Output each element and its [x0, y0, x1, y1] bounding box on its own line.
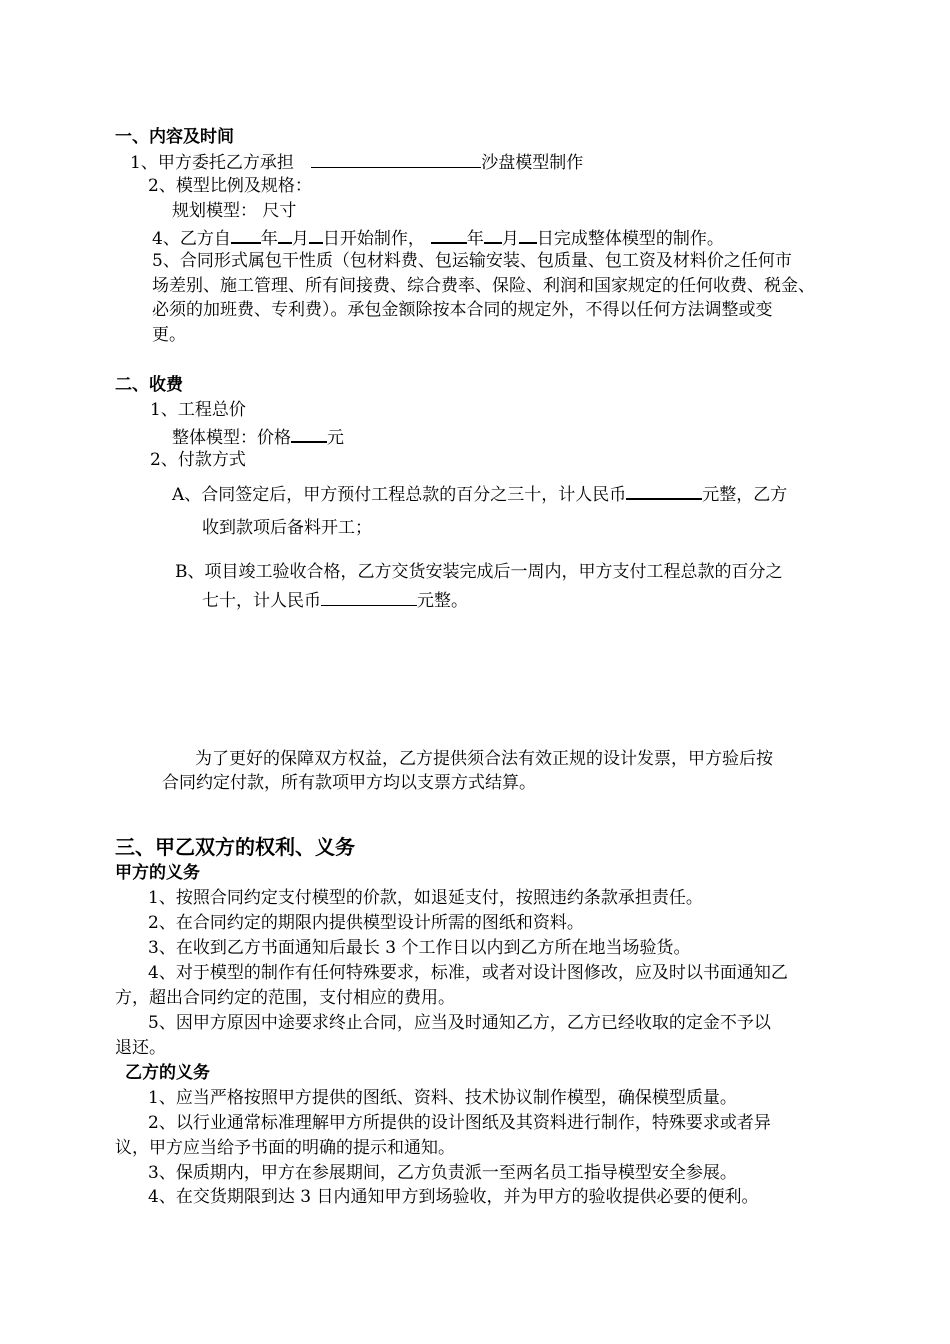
s2-item-1: 1、工程总价	[150, 400, 246, 420]
party-a-duty-2: 2、在合同约定的期限内提供模型设计所需的图纸和资料。	[148, 913, 584, 933]
s2-item-1-sub-text-b: 元	[327, 428, 344, 448]
s1-item-4-text-c: 月	[291, 229, 309, 249]
party-b-duty-4: 4、在交货期限到达 3 日内通知甲方到场验收，并为甲方的验收提供必要的便利。	[148, 1187, 759, 1207]
section-1-title: 一、内容及时间	[115, 127, 234, 147]
s2-payment-a-text-b: 元整，乙方	[702, 485, 788, 505]
blank-end-day	[519, 224, 537, 244]
s2-item-2: 2、付款方式	[150, 450, 246, 470]
s2-payment-b-text-b: 元整。	[417, 591, 468, 611]
blank-end-year	[431, 224, 467, 244]
s1-item-4-text-d: 日开始制作，	[322, 229, 425, 249]
s2-item-1-sub-text-a: 整体模型：价格	[172, 428, 291, 448]
party-a-duty-5-line-2: 退还。	[115, 1038, 166, 1058]
blank-prepay-amount	[626, 480, 702, 500]
party-b-duty-3: 3、保质期内，甲方在参展期间，乙方负责派一至两名员工指导模型安全参展。	[148, 1163, 737, 1183]
s1-item-5-line-2: 场差别、施工管理、所有间接费、综合费率、保险、利润和国家规定的任何收费、税金、	[152, 276, 815, 296]
blank-project-name	[311, 149, 481, 168]
s1-item-1-text-b: 沙盘模型制作	[481, 153, 584, 173]
s2-payment-a-line-1	[172, 480, 787, 507]
section-2-title: 二、收费	[115, 375, 183, 395]
blank-start-day	[309, 224, 323, 244]
party-a-duties-title: 甲方的义务	[115, 863, 200, 883]
s2-payment-a-line-2: 收到款项后备料开工；	[202, 518, 372, 538]
party-a-duty-4-line-2: 方，超出合同约定的范围，支付相应的费用。	[115, 988, 455, 1008]
s1-item-4-text-g: 日完成整体模型的制作。	[536, 229, 724, 249]
s2-payment-b-line-1: B、项目竣工验收合格，乙方交货安装完成后一周内，甲方支付工程总款的百分之	[175, 562, 783, 582]
s2-payment-b-line-2	[202, 587, 468, 613]
s1-item-5-line-3: 必须的加班费、专利费）。承包金额除按本合同的规定外，不得以任何方法调整或变	[152, 300, 773, 320]
party-a-duty-3: 3、在收到乙方书面通知后最长 3 个工作日以内到乙方所在地当场验货。	[148, 938, 691, 958]
s1-item-4-text-b: 年	[260, 229, 278, 249]
s2-payment-a-text-a: A、合同签定后，甲方预付工程总款的百分之三十，计人民币	[172, 485, 627, 505]
party-b-duty-2-line-1: 2、以行业通常标准理解甲方所提供的设计图纸及其资料进行制作，特殊要求或者异	[148, 1113, 771, 1133]
s2-item-1-sub	[172, 423, 344, 450]
party-a-duty-1: 1、按照合同约定支付模型的价款，如退延支付，按照违约条款承担责任。	[148, 888, 703, 908]
blank-start-month	[278, 224, 292, 244]
section-3-title: 三、甲乙双方的权利、义务	[115, 835, 355, 859]
s2-note-line-1: 为了更好的保障双方权益，乙方提供须合法有效正规的设计发票，甲方验后按	[195, 749, 773, 769]
party-a-duty-5-line-1: 5、因甲方原因中途要求终止合同，应当及时通知乙方，乙方已经收取的定金不予以	[148, 1013, 771, 1033]
party-a-duty-4-line-1: 4、对于模型的制作有任何特殊要求，标准，或者对设计图修改，应及时以书面通知乙	[148, 963, 788, 983]
s2-note-line-2: 合同约定付款，所有款项甲方均以支票方式结算。	[162, 773, 536, 793]
party-b-duties-title: 乙方的义务	[125, 1063, 210, 1083]
party-b-duty-2-line-2: 议，甲方应当给予书面的明确的提示和通知。	[115, 1138, 455, 1158]
s1-item-1-text-a: 1、甲方委托乙方承担	[130, 153, 294, 173]
s1-item-4	[152, 224, 724, 251]
s1-item-4-text-a: 4、乙方自	[152, 229, 231, 249]
blank-end-month	[484, 224, 502, 244]
blank-start-year	[231, 224, 261, 244]
s2-payment-b-text-a: 七十，计人民币	[202, 591, 321, 611]
s1-item-5-line-4: 更。	[152, 325, 186, 345]
s1-item-4-text-f: 月	[501, 229, 519, 249]
s1-item-1	[130, 149, 583, 175]
s1-item-2-sub: 规划模型： 尺寸	[172, 201, 297, 221]
s1-item-4-text-e: 年	[466, 229, 484, 249]
party-b-duty-1: 1、应当严格按照甲方提供的图纸、资料、技术协议制作模型，确保模型质量。	[148, 1088, 737, 1108]
blank-final-amount	[321, 587, 417, 606]
blank-total-price	[291, 423, 327, 443]
s1-item-5-line-1: 5、合同形式属包干性质（包材料费、包运输安装、包质量、包工资及材料价之任何市	[152, 251, 792, 271]
s1-item-2: 2、模型比例及规格：	[148, 176, 312, 196]
